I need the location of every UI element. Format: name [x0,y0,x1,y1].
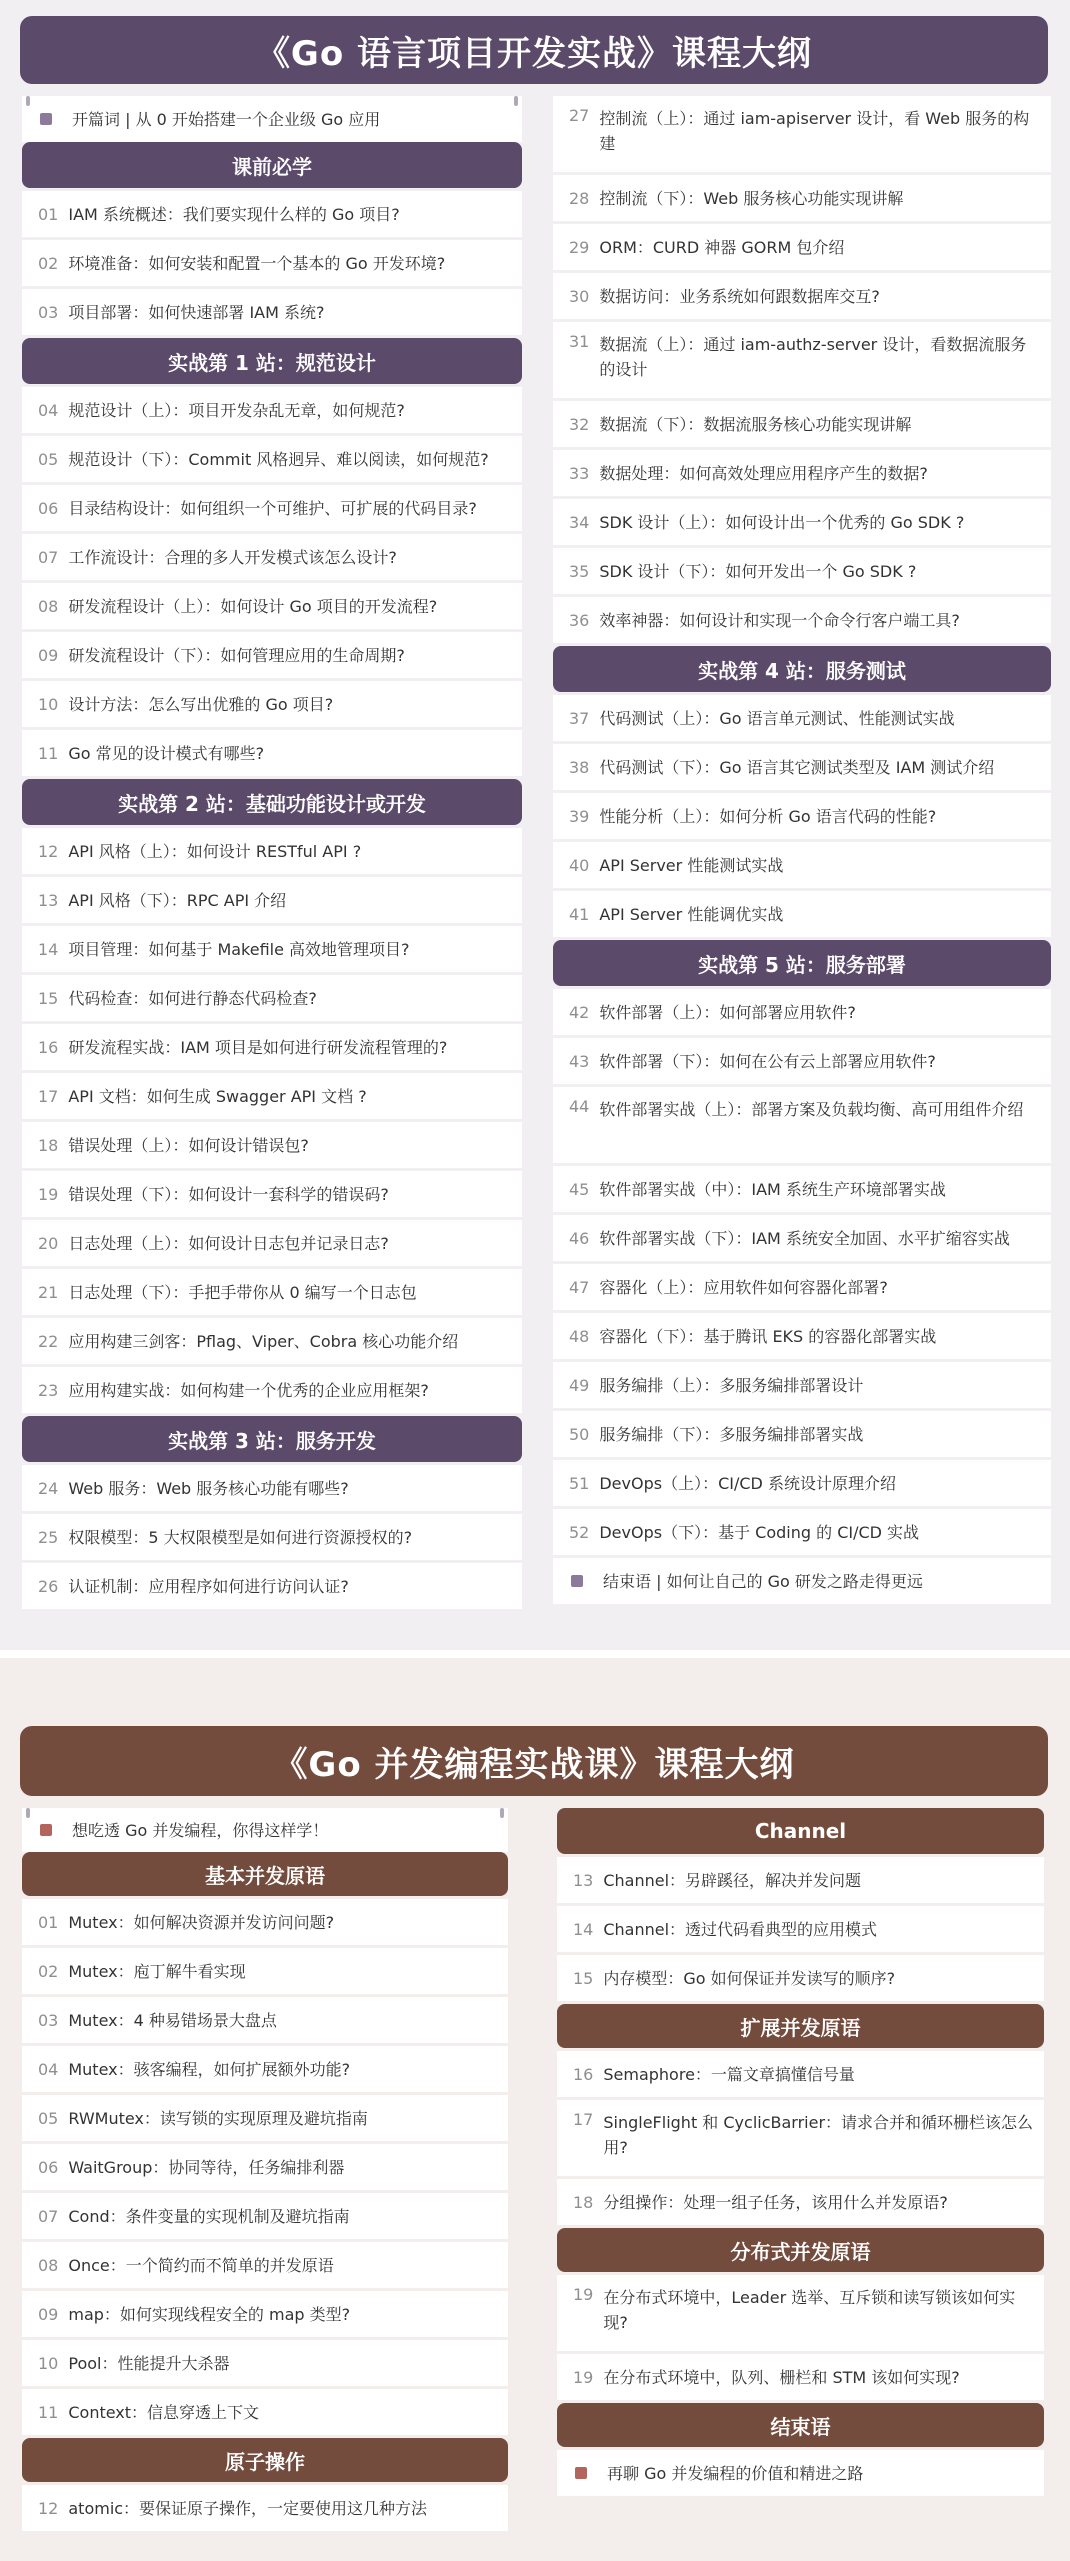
lesson-number: 52 [569,1522,590,1542]
lesson-number: 09 [38,2304,59,2324]
lesson-title: 在分布式环境中，队列、栅栏和 STM 该如何实现? [603,2367,960,2387]
lesson-number: 17 [573,2110,594,2129]
lesson-number: 47 [569,1277,590,1297]
lesson-item[interactable] [553,1264,1051,1310]
lesson-title: 日志处理（上）：如何设计日志包并记录日志? [68,1233,389,1253]
lesson-number: 08 [38,2255,59,2275]
lesson-number: 10 [38,2353,59,2373]
lesson-title: SingleFlight 和 CyclicBarrier：请求合并和循环栅栏该怎么用? [603,2113,1034,2157]
pin-mark [26,1808,30,1818]
section-header: 实战第 1 站：规范设计 [22,338,522,384]
lesson-number: 06 [38,2157,59,2177]
section-header: 实战第 2 站：基础功能设计或开发 [22,779,522,825]
section-header: 原子操作 [22,2438,508,2482]
lesson-item[interactable] [553,1313,1051,1359]
lesson-item[interactable] [553,322,1051,398]
lesson-item[interactable] [22,2144,508,2190]
lesson-item[interactable] [22,1997,508,2043]
lesson-title: API 风格（下）：RPC API 介绍 [68,890,287,910]
lesson-item[interactable] [22,975,522,1021]
lesson-number: 05 [38,449,59,469]
lesson-item[interactable] [22,1318,522,1364]
lesson-item[interactable] [22,2389,508,2435]
lesson-number: 02 [38,253,59,273]
section-header: 课前必学 [22,142,522,188]
lesson-item[interactable] [557,1906,1044,1952]
lesson-number: 18 [573,2192,594,2212]
lesson-title: Semaphore：一篇文章搞懂信号量 [603,2064,855,2084]
lesson-item[interactable] [553,450,1051,496]
lesson-title: 代码测试（上）：Go 语言单元测试、性能测试实战 [599,708,955,728]
lesson-item[interactable] [22,828,522,874]
lesson-title: 代码检查：如何进行静态代码检查? [68,988,317,1008]
lesson-number: 17 [38,1086,59,1106]
lesson-title: RWMutex：读写锁的实现原理及避坑指南 [68,2108,368,2128]
item-text: 想吃透 Go 并发编程，你得这样学！ [72,1820,329,1840]
lesson-title: SDK 设计（上）：如何设计出一个优秀的 Go SDK ? [599,512,965,532]
right-column [557,1808,1044,2496]
lesson-number: 01 [38,1912,59,1932]
pin-mark [514,96,518,106]
lesson-item[interactable] [22,1563,522,1609]
lesson-item[interactable] [22,289,522,335]
lesson-number: 27 [569,106,590,125]
lesson-title: Channel：透过代码看典型的应用模式 [603,1919,878,1939]
course-title: 《Go 语言项目开发实战》课程大纲 [20,16,1048,84]
lesson-title: Mutex：骇客编程，如何扩展额外功能? [68,2059,351,2079]
intro-item [22,1808,508,1852]
lesson-title: 软件部署（下）：如何在公有云上部署应用软件? [599,1051,936,1071]
lesson-number: 28 [569,188,590,208]
lesson-number: 03 [38,302,59,322]
lesson-title: 目录结构设计：如何组织一个可维护、可扩展的代码目录? [68,498,477,518]
lesson-title: Pool：性能提升大杀器 [68,2353,230,2373]
lesson-title: Mutex：如何解决资源并发访问问题? [68,1912,335,1932]
lesson-number: 11 [38,743,59,763]
lesson-item[interactable] [553,597,1051,643]
course-title: 《Go 并发编程实战课》课程大纲 [20,1726,1048,1796]
lesson-item[interactable] [553,1411,1051,1457]
lesson-title: 代码测试（下）：Go 语言其它测试类型及 IAM 测试介绍 [599,757,995,777]
lesson-item[interactable] [22,926,522,972]
lesson-title: 日志处理（下）：手把手带你从 0 编写一个日志包 [68,1282,417,1302]
lesson-item[interactable] [22,1024,522,1070]
lesson-number: 40 [569,855,590,875]
lesson-title: 控制流（下）：Web 服务核心功能实现讲解 [599,188,904,208]
left-column [22,96,522,1609]
lesson-number: 31 [569,332,590,351]
section-header: 基本并发原语 [22,1852,508,1896]
lesson-title: Mutex：4 种易错场景大盘点 [68,2010,277,2030]
lesson-number: 14 [38,939,59,959]
lesson-item[interactable] [22,2242,508,2288]
lesson-number: 13 [573,1870,594,1890]
section-header: 实战第 3 站：服务开发 [22,1416,522,1462]
lesson-number: 39 [569,806,590,826]
lesson-number: 07 [38,2206,59,2226]
lesson-number: 21 [38,1282,59,1302]
lesson-item[interactable] [22,1899,508,1945]
lesson-item[interactable] [22,2095,508,2141]
lesson-title: 应用构建三剑客：Pflag、Viper、Cobra 核心功能介绍 [68,1331,459,1351]
lesson-item[interactable] [553,401,1051,447]
lesson-item[interactable] [22,583,522,629]
lesson-number: 15 [38,988,59,1008]
lesson-title: 软件部署实战（中）：IAM 系统生产环境部署实战 [599,1179,946,1199]
lesson-title: 数据流（下）：数据流服务核心功能实现讲解 [599,414,912,434]
lesson-item[interactable] [553,842,1051,888]
lesson-item[interactable] [553,548,1051,594]
lesson-item[interactable] [22,436,522,482]
lesson-title: 在分布式环境中，Leader 选举、互斥锁和读写锁该如何实现? [603,2288,1016,2332]
lesson-title: 分组操作：处理一组子任务，该用什么并发原语? [603,2192,948,2212]
lesson-title: Go 常见的设计模式有哪些? [68,743,265,763]
section-header: 结束语 [557,2403,1044,2447]
lesson-item[interactable] [553,1509,1051,1555]
lesson-title: 研发流程设计（上）：如何设计 Go 项目的开发流程? [68,596,438,616]
lesson-title: DevOps（下）：基于 Coding 的 CI/CD 实战 [599,1522,920,1542]
square-bullet-icon [40,1824,52,1836]
lesson-title: Web 服务：Web 服务核心功能有哪些? [68,1478,349,1498]
lesson-number: 09 [38,645,59,665]
lesson-number: 22 [38,1331,59,1351]
lesson-item[interactable] [22,191,522,237]
lesson-number: 32 [569,414,590,434]
course-outline-go-concurrency [0,1658,1070,2561]
lesson-item[interactable] [22,2046,508,2092]
lesson-number: 05 [38,2108,59,2128]
lesson-title: IAM 系统概述：我们要实现什么样的 Go 项目? [68,204,400,224]
section-header: 实战第 4 站：服务测试 [553,646,1051,692]
lesson-number: 45 [569,1179,590,1199]
lesson-number: 44 [569,1097,590,1116]
outro-item [553,1558,1051,1604]
lesson-title: 环境准备：如何安装和配置一个基本的 Go 开发环境? [68,253,446,273]
lesson-number: 48 [569,1326,590,1346]
lesson-item[interactable] [22,877,522,923]
lesson-number: 41 [569,904,590,924]
lesson-title: WaitGroup：协同等待，任务编排利器 [68,2157,345,2177]
lesson-item[interactable] [553,499,1051,545]
lesson-title: 规范设计（上）：项目开发杂乱无章，如何规范? [68,400,405,420]
intro-item [22,96,522,142]
square-bullet-icon [575,2467,587,2479]
lesson-title: 软件部署实战（上）：部署方案及负载均衡、高可用组件介绍 [599,1100,1024,1119]
lesson-title: 错误处理（下）：如何设计一套科学的错误码? [68,1184,389,1204]
lesson-number: 15 [573,1968,594,1988]
lesson-title: 错误处理（上）：如何设计错误包? [68,1135,309,1155]
lesson-number: 36 [569,610,590,630]
square-bullet-icon [571,1575,583,1587]
lesson-item[interactable] [557,2275,1044,2351]
lesson-title: atomic：要保证原子操作，一定要使用这几种方法 [68,2498,428,2518]
lesson-item[interactable] [22,730,522,776]
lesson-number: 02 [38,1961,59,1981]
lesson-title: 性能分析（上）：如何分析 Go 语言代码的性能? [599,806,937,826]
lesson-number: 04 [38,2059,59,2079]
section-header: 分布式并发原语 [557,2228,1044,2272]
lesson-title: 数据访问：业务系统如何跟数据库交互? [599,286,880,306]
lesson-item[interactable] [22,2340,508,2386]
lesson-title: 控制流（上）：通过 iam-apiserver 设计，看 Web 服务的构建 [599,109,1030,153]
lesson-item[interactable] [553,1362,1051,1408]
lesson-item[interactable] [553,1215,1051,1261]
lesson-item[interactable] [22,1073,522,1119]
lesson-number: 13 [38,890,59,910]
lesson-item[interactable] [22,1122,522,1168]
lesson-item[interactable] [557,1955,1044,2001]
lesson-number: 29 [569,237,590,257]
lesson-item[interactable] [553,989,1051,1035]
lesson-number: 18 [38,1135,59,1155]
lesson-item[interactable] [557,1857,1044,1903]
pin-mark [26,96,30,106]
lesson-number: 30 [569,286,590,306]
lesson-number: 25 [38,1527,59,1547]
lesson-item[interactable] [557,2179,1044,2225]
lesson-item[interactable] [22,1465,522,1511]
lesson-number: 11 [38,2402,59,2422]
lesson-title: API Server 性能测试实战 [599,855,784,875]
lesson-title: Cond：条件变量的实现机制及避坑指南 [68,2206,350,2226]
lesson-number: 33 [569,463,590,483]
lesson-title: 数据处理：如何高效处理应用程序产生的数据? [599,463,928,483]
lesson-item[interactable] [22,681,522,727]
lesson-title: 项目管理：如何基于 Makefile 高效地管理项目? [68,939,410,959]
lesson-title: 研发流程设计（下）：如何管理应用的生命周期? [68,645,405,665]
lesson-title: Channel：另辟蹊径，解决并发问题 [603,1870,862,1890]
lesson-item[interactable] [22,2485,508,2531]
lesson-number: 50 [569,1424,590,1444]
lesson-number: 07 [38,547,59,567]
section-header: Channel [557,1808,1044,1854]
lesson-number: 26 [38,1576,59,1596]
lesson-number: 35 [569,561,590,581]
lesson-title: 研发流程实战：IAM 项目是如何进行研发流程管理的? [68,1037,448,1057]
lesson-number: 38 [569,757,590,777]
lesson-item[interactable] [553,273,1051,319]
lesson-number: 14 [573,1919,594,1939]
lesson-item[interactable] [553,744,1051,790]
lesson-title: 数据流（上）：通过 iam-authz-server 设计，看数据流服务的设计 [599,335,1027,379]
lesson-title: API Server 性能调优实战 [599,904,784,924]
lesson-item[interactable] [22,534,522,580]
lesson-number: 24 [38,1478,59,1498]
lesson-item[interactable] [557,2100,1044,2176]
lesson-title: 设计方法：怎么写出优雅的 Go 项目? [68,694,334,714]
lesson-item[interactable] [22,1269,522,1315]
left-column [22,1808,508,2531]
lesson-title: 服务编排（下）：多服务编排部署实战 [599,1424,864,1444]
lesson-item[interactable] [553,1038,1051,1084]
lesson-title: API 文档：如何生成 Swagger API 文档 ? [68,1086,367,1106]
lesson-title: 应用构建实战：如何构建一个优秀的企业应用框架? [68,1380,429,1400]
item-text: 开篇词 | 从 0 开始搭建一个企业级 Go 应用 [72,109,381,129]
outro-item [557,2450,1044,2496]
lesson-number: 46 [569,1228,590,1248]
lesson-number: 20 [38,1233,59,1253]
lesson-number: 03 [38,2010,59,2030]
lesson-number: 12 [38,2498,59,2518]
lesson-item[interactable] [22,2291,508,2337]
lesson-title: 权限模型：5 大权限模型是如何进行资源授权的? [68,1527,413,1547]
lesson-number: 19 [573,2285,594,2304]
lesson-title: map：如何实现线程安全的 map 类型? [68,2304,351,2324]
lesson-item[interactable] [553,175,1051,221]
lesson-title: 容器化（上）：应用软件如何容器化部署? [599,1277,888,1297]
lesson-item[interactable] [22,1948,508,1994]
lesson-title: 软件部署实战（下）：IAM 系统安全加固、水平扩缩容实战 [599,1228,1010,1248]
lesson-number: 23 [38,1380,59,1400]
pin-mark [500,1808,504,1818]
lesson-number: 06 [38,498,59,518]
lesson-title: 容器化（下）：基于腾讯 EKS 的容器化部署实战 [599,1326,937,1346]
lesson-title: 工作流设计：合理的多人开发模式该怎么设计? [68,547,397,567]
lesson-title: 软件部署（上）：如何部署应用软件? [599,1002,856,1022]
lesson-number: 43 [569,1051,590,1071]
lesson-item[interactable] [22,1514,522,1560]
lesson-number: 10 [38,694,59,714]
lesson-item[interactable] [553,1166,1051,1212]
lesson-item[interactable] [553,96,1051,172]
lesson-number: 16 [38,1037,59,1057]
lesson-title: DevOps（上）：CI/CD 系统设计原理介绍 [599,1473,896,1493]
lesson-title: SDK 设计（下）：如何开发出一个 Go SDK ? [599,561,917,581]
lesson-item[interactable] [553,1460,1051,1506]
lesson-number: 01 [38,204,59,224]
lesson-item[interactable] [557,2354,1044,2400]
lesson-title: 服务编排（上）：多服务编排部署设计 [599,1375,864,1395]
lesson-number: 08 [38,596,59,616]
lesson-item[interactable] [22,1171,522,1217]
item-text: 再聊 Go 并发编程的价值和精进之路 [607,2463,864,2483]
lesson-item[interactable] [22,1220,522,1266]
square-bullet-icon [40,113,52,125]
lesson-item[interactable] [22,240,522,286]
lesson-item[interactable] [22,2193,508,2239]
lesson-item[interactable] [557,2051,1044,2097]
lesson-number: 37 [569,708,590,728]
lesson-title: 效率神器：如何设计和实现一个命令行客户端工具? [599,610,960,630]
lesson-title: Mutex：庖丁解牛看实现 [68,1961,246,1981]
lesson-number: 34 [569,512,590,532]
section-header: 扩展并发原语 [557,2004,1044,2048]
lesson-item[interactable] [553,891,1051,937]
lesson-title: API 风格（上）：如何设计 RESTful API ? [68,841,362,861]
section-header: 实战第 5 站：服务部署 [553,940,1051,986]
lesson-title: Once：一个简约而不简单的并发原语 [68,2255,334,2275]
lesson-title: 认证机制：应用程序如何进行访问认证? [68,1576,349,1596]
lesson-item[interactable] [553,224,1051,270]
lesson-item[interactable] [22,485,522,531]
lesson-item[interactable] [22,387,522,433]
lesson-number: 51 [569,1473,590,1493]
lesson-number: 19 [573,2367,594,2387]
item-text: 结束语 | 如何让自己的 Go 研发之路走得更远 [603,1571,923,1591]
lesson-title: ORM：CURD 神器 GORM 包介绍 [599,237,845,257]
lesson-item[interactable] [22,632,522,678]
lesson-item[interactable] [553,793,1051,839]
lesson-number: 04 [38,400,59,420]
right-column [553,96,1051,1604]
lesson-title: 项目部署：如何快速部署 IAM 系统? [68,302,325,322]
lesson-title: 内存模型：Go 如何保证并发读写的顺序? [603,1968,896,1988]
lesson-number: 42 [569,1002,590,1022]
lesson-number: 12 [38,841,59,861]
lesson-item[interactable] [553,695,1051,741]
lesson-number: 19 [38,1184,59,1204]
lesson-number: 16 [573,2064,594,2084]
lesson-item[interactable] [553,1087,1051,1163]
lesson-item[interactable] [22,1367,522,1413]
lesson-title: Context：信息穿透上下文 [68,2402,260,2422]
lesson-title: 规范设计（下）：Commit 风格迥异、难以阅读，如何规范? [68,449,489,469]
lesson-number: 49 [569,1375,590,1395]
